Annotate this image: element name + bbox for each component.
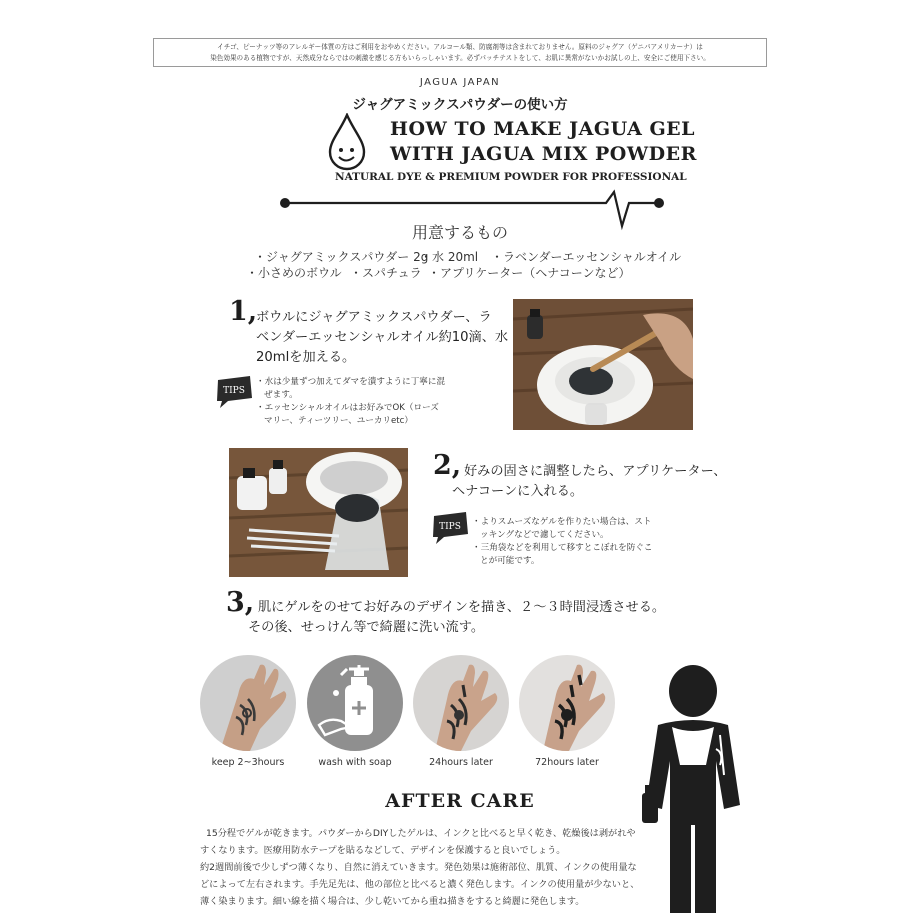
prep-item: ・アプリケーター（ヘナコーンなど）: [428, 266, 631, 280]
tips-label: TIPS: [223, 386, 245, 396]
prep-item: ・小さめのボウル: [246, 266, 342, 280]
step-3-line: その後、せっけん等で綺麗に洗い流す。: [248, 620, 485, 635]
step-3-number: 3,: [226, 587, 255, 618]
step-2-text: [452, 462, 727, 502]
aftercare-line: すくなります。医療用防水テープを貼るなどして、デザインを保護すると良いでしょう。: [200, 845, 566, 856]
prep-heading: 用意するもの: [411, 223, 508, 242]
aftercare-text: [200, 825, 640, 910]
prep-item: ・スパチュラ: [350, 266, 422, 280]
title-line-1: HOW TO MAKE JAGUA GEL: [390, 118, 696, 140]
stage-24h-photo: [413, 655, 509, 751]
stage-caption: wash with soap: [318, 757, 392, 768]
tip-line: ・三角袋などを利用して移すとこぼれを防ぐこ: [472, 543, 653, 553]
aftercare-line: 薄く染まります。細い線を描く場合は、少し乾いてから重ね描きをすると綺麗に発色します。: [200, 896, 585, 907]
stage-72h-photo: [519, 655, 615, 751]
step-1-tips: [256, 376, 445, 428]
step-1-text: [256, 308, 508, 368]
tip-line: ・水は少量ずつ加えてダマを潰すように丁寧に混: [256, 377, 446, 387]
stage-caption: 72hours later: [535, 757, 599, 768]
step-2-photo: [229, 448, 408, 577]
prep-item: ・ジャグアミックスパウダー 2g: [254, 250, 429, 264]
tips-badge-icon: [430, 510, 470, 546]
notice-line-1: イチゴ、ピーナッツ等のアレルギー体質の方はご利用をおやめください。アルコール類、防腐剤等は含まれておりません。原料のジャグア（ゲニパアメリカーナ）は: [217, 43, 703, 51]
tagline: NATURAL DYE & PREMIUM POWDER FOR PROFESSIONAL: [335, 171, 687, 183]
notice-line-2: 染色効果のある植物ですが、天然成分ならではの刺激を感じる方もいらっしゃいます。必ずパッチテストをして、お肌に異常がないかお試しの上、安全にご使用下さい。: [210, 54, 710, 62]
step-2-tips: [472, 516, 652, 568]
soap-dispenser-icon: [307, 655, 403, 751]
tip-line: マリー、ティーツリー、ユーカリetc）: [264, 416, 413, 426]
tip-line: ・よりスムーズなゲルを作りたい場合は、スト: [472, 517, 652, 527]
aftercare-line: 15分程でゲルが乾きます。パウダーからDIYしたゲルは、インクと比べると早く乾き、乾燥後は剥がれや: [206, 828, 636, 839]
step-1-line: 20mlを加える。: [256, 350, 356, 365]
tips-label: TIPS: [439, 522, 461, 532]
step-3-text: [248, 598, 665, 638]
step-2-line: 好みの固さに調整したら、アプリケーター、: [464, 464, 727, 479]
title-line-2: WITH JAGUA MIX POWDER: [390, 143, 697, 165]
brand-name: JAGUA JAPAN: [419, 77, 501, 88]
stage-caption: 24hours later: [429, 757, 493, 768]
stage-caption: keep 2~3hours: [211, 757, 285, 768]
step-2-number: 2,: [433, 450, 462, 481]
allergy-notice: [153, 38, 767, 67]
tip-line: ッキングなどで濾してください。: [480, 530, 609, 540]
tip-line: ぜます。: [264, 390, 298, 400]
stage-keep-photo: [200, 655, 296, 751]
tip-line: ・エッセンシャルオイルはお好みでOK（ローズ: [256, 403, 439, 413]
aftercare-heading: AFTER CARE: [385, 790, 535, 812]
step-1-line: ベンダーエッセンシャルオイル約10滴、水: [256, 330, 509, 345]
prep-item: ・ラベンダーエッセンシャルオイル: [491, 250, 682, 264]
tip-line: とが可能です。: [480, 556, 540, 566]
step-1-photo: [513, 299, 693, 430]
step-1-line: ボウルにジャグアミックスパウダー、ラ: [256, 310, 492, 325]
step-1-number: 1,: [229, 296, 258, 327]
step-3-line: 肌にゲルをのせてお好みのデザインを描き、２〜３時間浸透させる。: [258, 600, 666, 615]
aftercare-line: どによって左右されます。手先足先は、他の部位と比べると濃く発色します。インクの使用量が少ないと、: [200, 879, 640, 890]
smiling-drop-icon: [326, 113, 368, 171]
step-2-line: ヘナコーンに入れる。: [452, 484, 584, 499]
aftercare-line: 約2週間前後で少しずつ薄くなり、自然に消えていきます。発色効果は施術部位、肌質、インクの使用量な: [200, 862, 637, 873]
page-subtitle: ジャグアミックスパウダーの使い方: [352, 97, 568, 113]
tips-badge-icon: [214, 374, 254, 410]
prep-item: ・水 20ml: [420, 250, 479, 264]
